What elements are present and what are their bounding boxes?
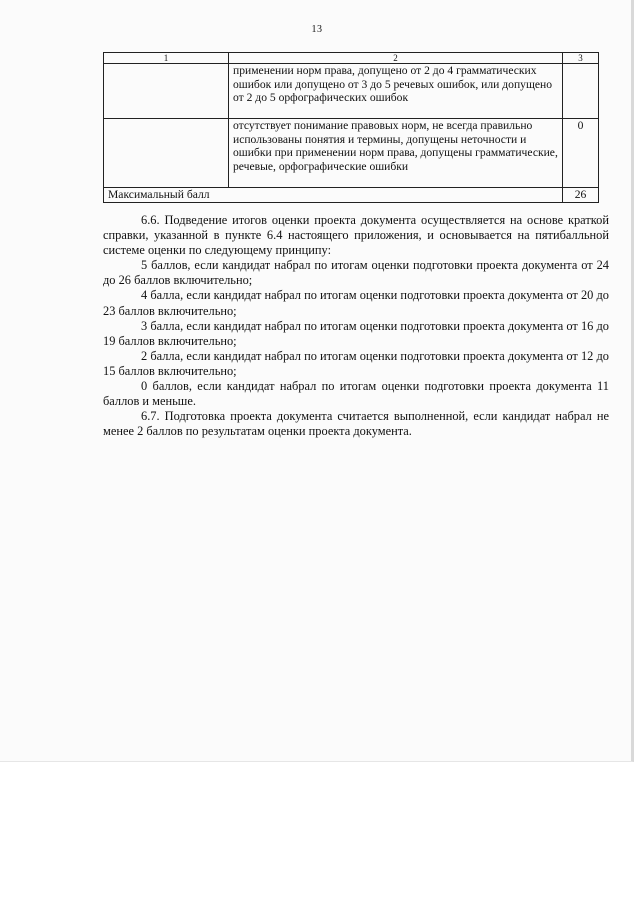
header-cell-2: 2 (229, 53, 563, 64)
total-row (104, 188, 599, 203)
paragraph: 3 балла, если кандидат набрал по итогам оценки подготовки проекта документа от 16 до 19 баллов включительно; (103, 318, 609, 348)
paragraph: 2 балла, если кандидат набрал по итогам оценки подготовки проекта документа от 12 до 15 баллов включительно; (103, 348, 609, 378)
page-number: 13 (311, 24, 323, 35)
paragraph: 6.7. Подготовка проекта документа считается выполненной, если кандидат набрал не менее 2 баллов по результатам оценки проекта документа. (103, 409, 609, 439)
body-text (103, 213, 609, 439)
paragraph: 0 баллов, если кандидат набрал по итогам оценки подготовки проекта документа 11 баллов и меньше. (103, 379, 609, 409)
table-row (104, 119, 599, 188)
total-label: Максимальный балл (104, 188, 563, 203)
table-header-row (104, 53, 599, 64)
paragraph: 6.6. Подведение итогов оценки проекта документа осуществляется на основе краткой справки, указанной в пункте 6.4 настоящего приложения, и основывается на пятибалльной системе оценки по следующему принципу: (103, 213, 609, 258)
score-cell (563, 64, 599, 119)
criterion-cell (104, 64, 229, 119)
header-cell-3: 3 (563, 53, 599, 64)
description-cell: отсутствует понимание правовых норм, не всегда правильно использованы понятия и термины, допущены неточности и ошибки при применении норм права, допущены грамматические, речевые, орфографические ошибки (229, 119, 563, 188)
total-value: 26 (563, 188, 599, 203)
table-row (104, 64, 599, 119)
header-cell-1: 1 (104, 53, 229, 64)
score-cell: 0 (563, 119, 599, 188)
paragraph: 5 баллов, если кандидат набрал по итогам оценки подготовки проекта документа от 24 до 26 баллов включительно; (103, 258, 609, 288)
criterion-cell (104, 119, 229, 188)
description-cell: применении норм права, допущено от 2 до 4 грамматических ошибок или допущено от 3 до 5 речевых ошибок, или допущено от 2 до 5 орфографических ошибок (229, 64, 563, 119)
criteria-table (103, 52, 599, 203)
paragraph: 4 балла, если кандидат набрал по итогам оценки подготовки проекта документа от 20 до 23 баллов включительно; (103, 288, 609, 318)
